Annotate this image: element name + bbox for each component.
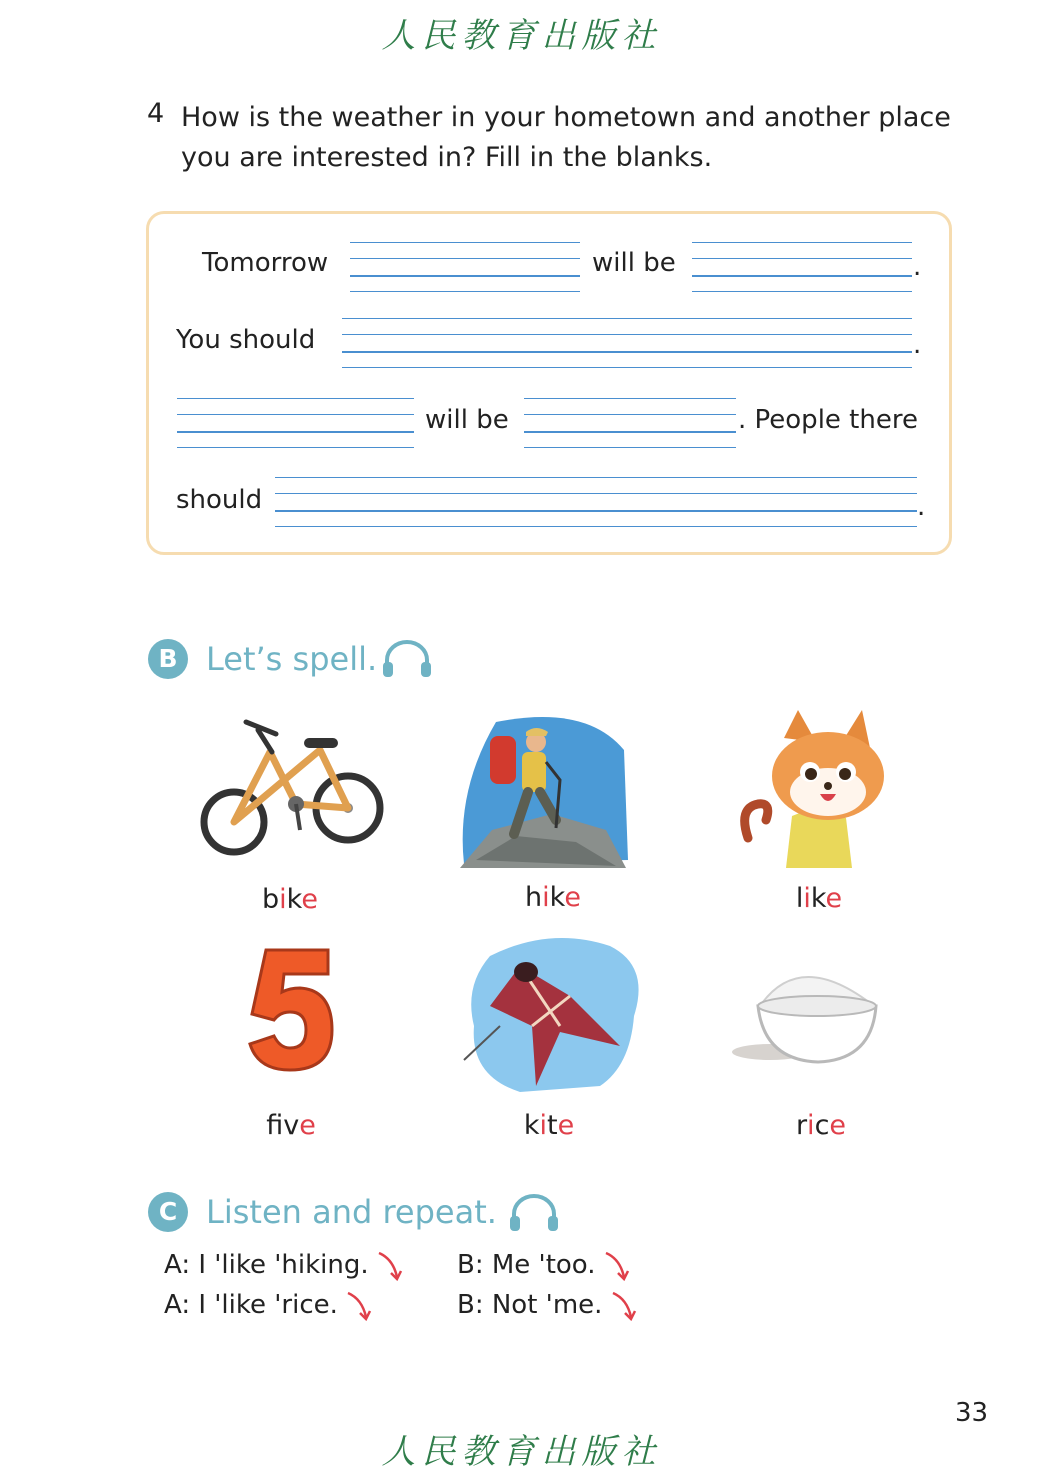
label-tomorrow: Tomorrow xyxy=(202,248,329,278)
headphones-icon[interactable] xyxy=(381,638,433,678)
blank-place-1[interactable] xyxy=(350,242,580,292)
hike-picture xyxy=(456,710,632,872)
dialog-line-2a: A: I 'like 'rice. xyxy=(164,1290,372,1321)
falling-intonation-icon xyxy=(604,1251,630,1281)
publisher-logo-bottom: 人民教育出版社 xyxy=(381,1432,662,1472)
publisher-logo-top: 人民教育出版社 xyxy=(381,16,662,56)
section-c-title: Listen and repeat. xyxy=(206,1193,497,1231)
section-c-badge: C xyxy=(148,1192,188,1232)
label-you-should: You should xyxy=(176,325,316,355)
word-kite: kite xyxy=(523,1110,575,1141)
word-like: like xyxy=(795,883,843,914)
period-4: . xyxy=(917,492,926,522)
rice-picture xyxy=(730,956,878,1068)
label-will-be-1: will be xyxy=(592,248,676,278)
blank-advice-2[interactable] xyxy=(275,477,917,527)
period-2: . xyxy=(913,330,922,360)
blank-advice-1[interactable] xyxy=(342,318,912,368)
falling-intonation-icon xyxy=(346,1291,372,1321)
word-hike: hike xyxy=(525,882,581,913)
label-will-be-2: will be xyxy=(425,405,509,435)
dialog-line-2b: B: Not 'me. xyxy=(457,1290,637,1321)
question-text: How is the weather in your hometown and another place you are interested in? Fill in the blanks. xyxy=(181,102,951,173)
word-bike: bike xyxy=(262,884,318,915)
falling-intonation-icon xyxy=(377,1251,403,1281)
label-should: should xyxy=(176,485,263,515)
headphones-icon[interactable] xyxy=(508,1192,560,1232)
bike-picture xyxy=(198,712,386,858)
section-b-badge: B xyxy=(148,639,188,679)
five-picture xyxy=(244,944,336,1074)
page-number: 33 xyxy=(955,1398,989,1428)
word-rice: rice xyxy=(795,1110,847,1141)
blank-weather-1[interactable] xyxy=(692,242,912,292)
falling-intonation-icon xyxy=(611,1291,637,1321)
blank-place-2[interactable] xyxy=(177,398,414,448)
label-people-there: . People there xyxy=(738,405,918,435)
blank-weather-2[interactable] xyxy=(524,398,736,448)
dialog-line-1b: B: Me 'too. xyxy=(457,1250,630,1281)
like-picture xyxy=(738,708,898,872)
dialog-line-1a: A: I 'like 'hiking. xyxy=(164,1250,403,1281)
word-five: fve xyxy=(266,1110,316,1141)
section-b-title: Let’s spell. xyxy=(206,640,378,678)
period-1: . xyxy=(913,252,922,282)
kite-picture xyxy=(460,936,644,1096)
question-number: 4 xyxy=(147,98,165,129)
